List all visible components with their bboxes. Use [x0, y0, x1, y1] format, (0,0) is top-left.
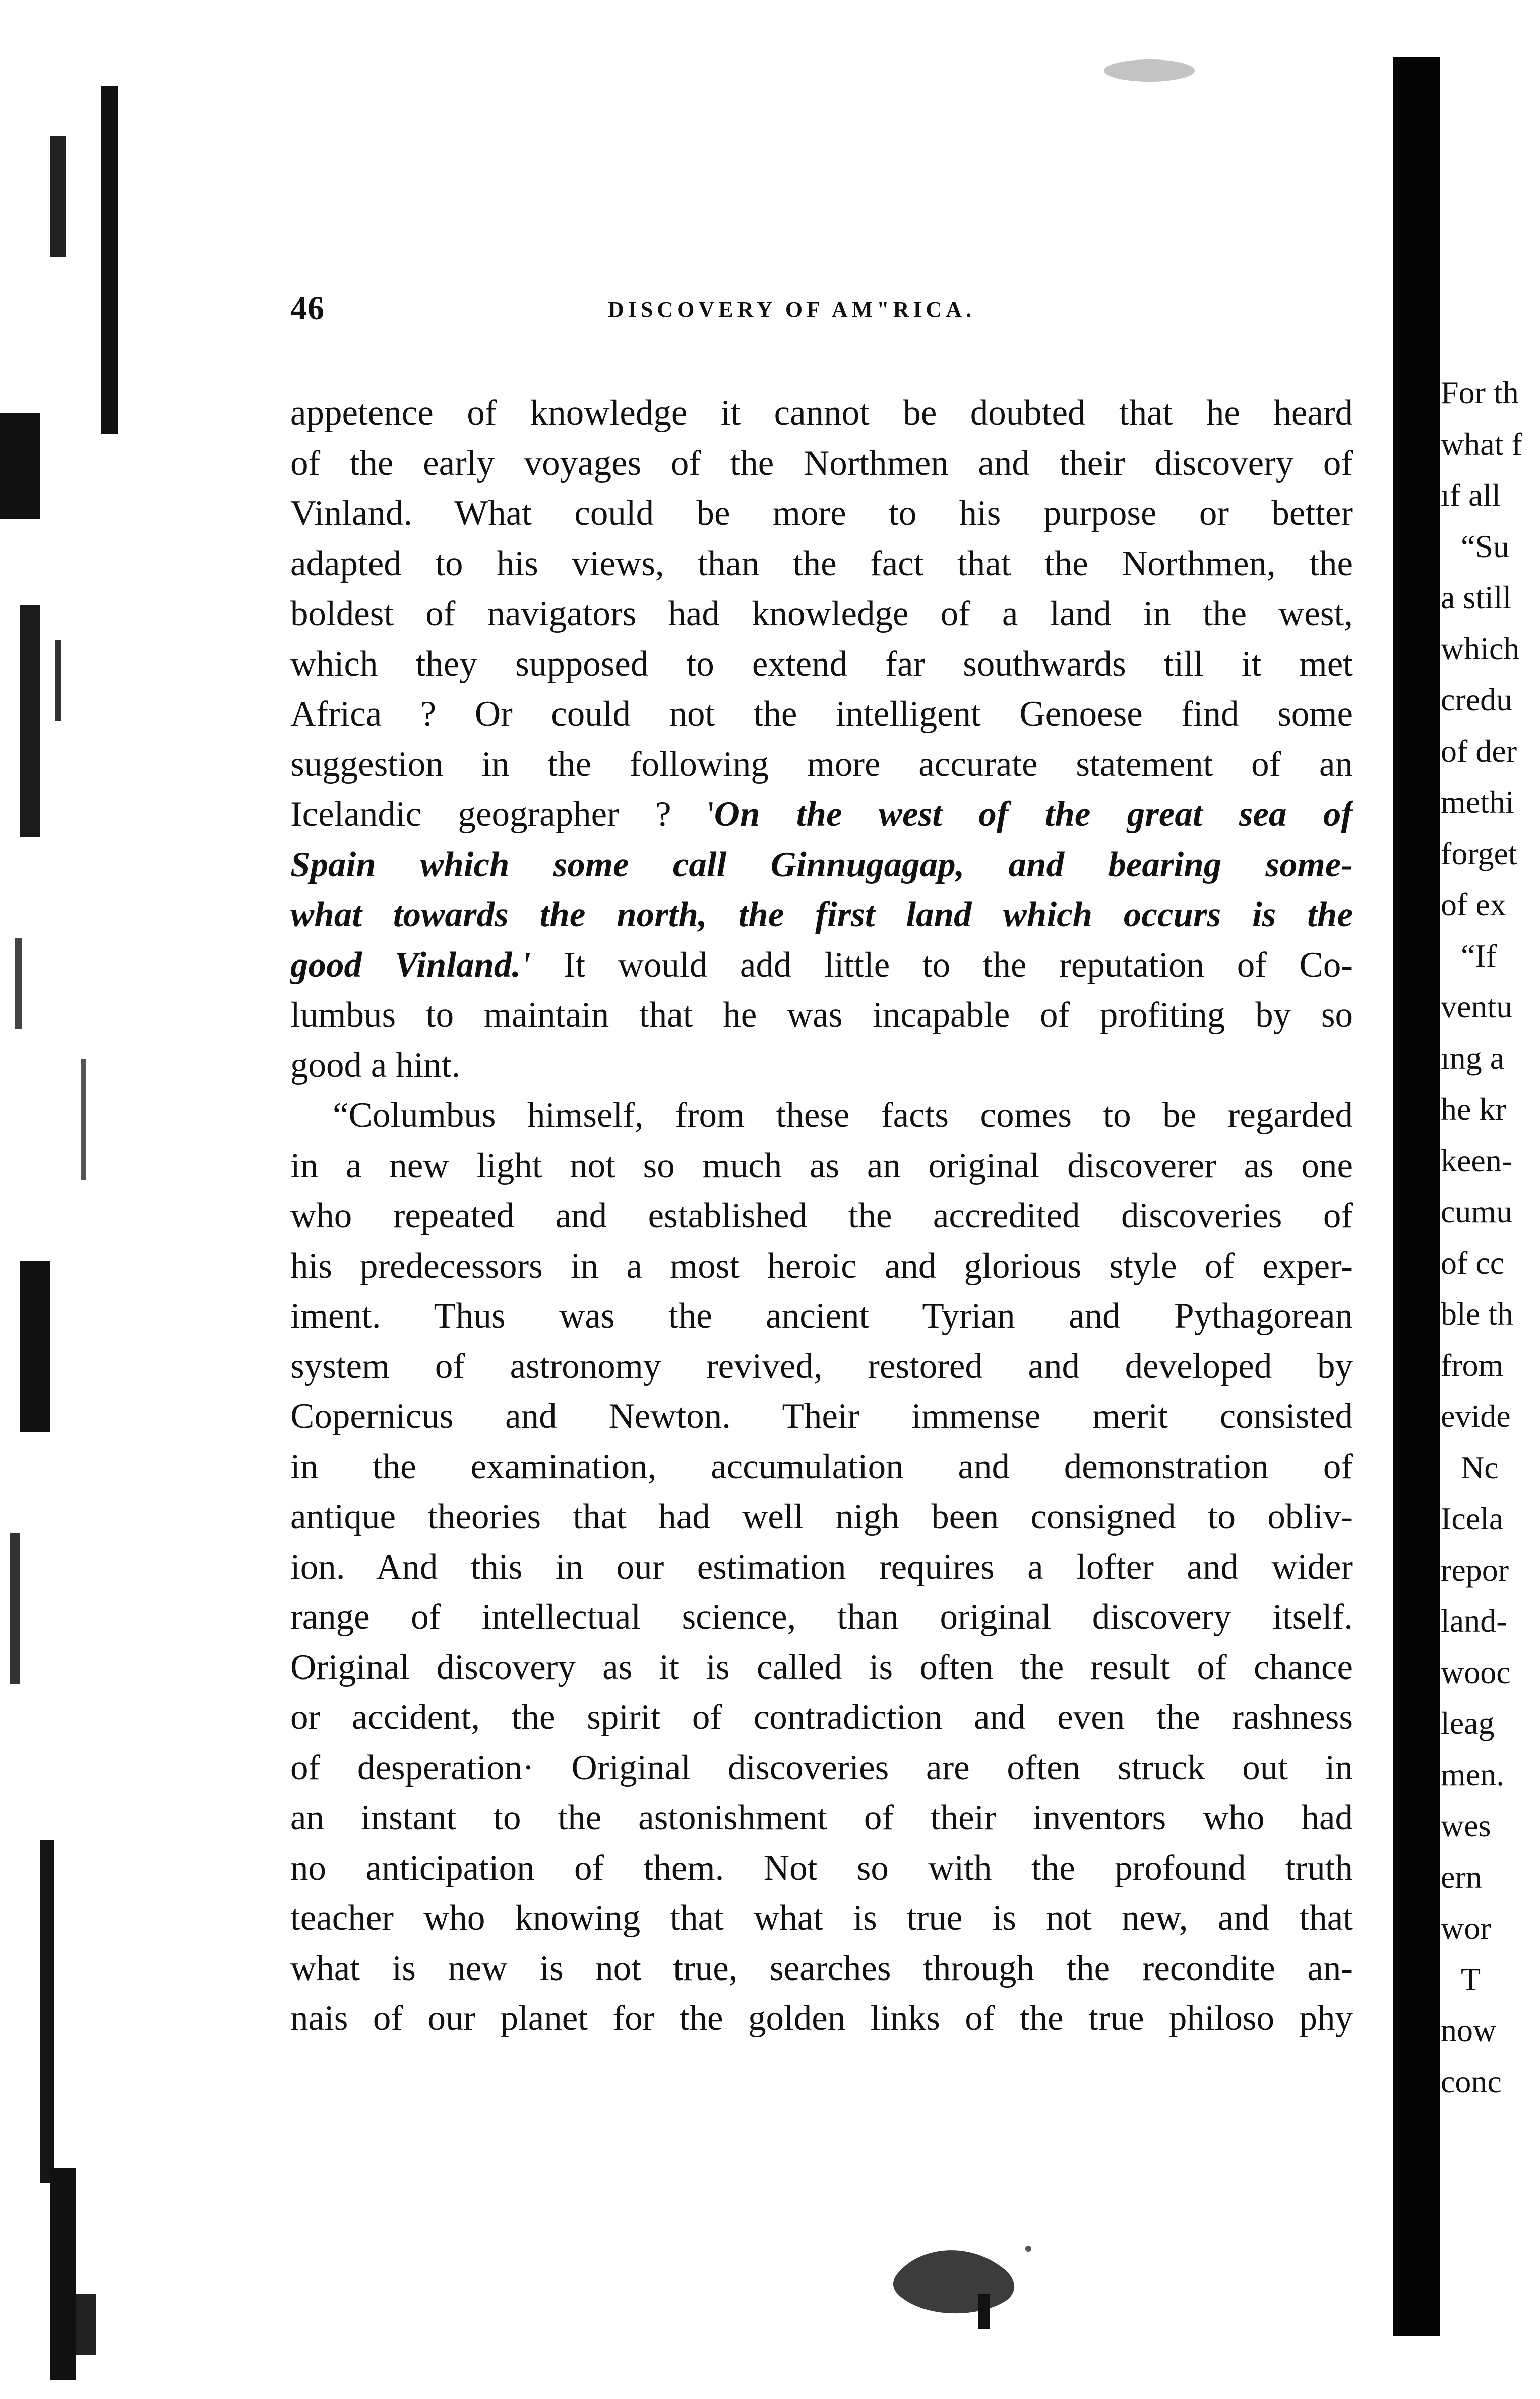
text-line-italic: [290, 840, 1353, 890]
text-line: iment. Thus was the ancient Tyrian and Pythagorean: [290, 1296, 1353, 1336]
facing-line: ble th: [1441, 1296, 1513, 1332]
facing-line: wor: [1441, 1910, 1491, 1946]
text-segment: It would add little to the reputation of Co-: [531, 945, 1353, 985]
facing-line: forget: [1441, 835, 1517, 871]
scan-edge-artifacts: [0, 0, 136, 2399]
text-line: range of intellectual science, than original discovery itself.: [290, 1597, 1353, 1637]
running-head: DISCOVERY OF AM"RICA.: [608, 297, 976, 322]
text-line: lumbus to maintain that he was incapable of profiting by so: [290, 995, 1353, 1035]
text-line: nais of our planet for the golden links of the true philoso phy: [290, 1999, 1353, 2038]
scan-smudge-top: [1074, 35, 1225, 101]
facing-page-fragment: [1441, 367, 1540, 2333]
binding-gutter: [1393, 57, 1440, 2336]
facing-line: what f: [1441, 426, 1522, 462]
text-line: Original discovery as it is called is often the result of chance: [290, 1647, 1353, 1687]
facing-line: which: [1441, 630, 1520, 667]
facing-line: For th: [1441, 375, 1519, 410]
facing-line: Icela: [1441, 1501, 1504, 1536]
scan-smudge-bottom: [857, 2203, 1069, 2355]
facing-line: ıng a: [1441, 1040, 1505, 1076]
facing-line: men.: [1441, 1756, 1505, 1792]
text-line: system of astronomy revived, restored and developed by: [290, 1346, 1353, 1386]
text-line: who repeated and established the accredited discoveries of: [290, 1196, 1353, 1235]
facing-line: ventu: [1441, 989, 1513, 1025]
facing-line: conc: [1441, 2063, 1502, 2100]
facing-line: of cc: [1441, 1244, 1505, 1281]
facing-line: of ex: [1441, 886, 1506, 922]
main-text-column: [290, 388, 1353, 2044]
text-line: of desperation· Original discoveries are often struck out in: [290, 1748, 1353, 1787]
text-line: what is new is not true, searches through the recondite an-: [290, 1948, 1353, 1988]
text-line: suggestion in the following more accurate statement of an: [290, 744, 1353, 784]
facing-line: a still: [1441, 579, 1512, 615]
text-line: Copernicus and Newton. Their immense merit consisted: [290, 1397, 1353, 1436]
facing-line: wes: [1441, 1808, 1491, 1843]
text-line: ion. And this in our estimation requires a lofter and wider: [290, 1547, 1353, 1587]
facing-line: of der: [1441, 733, 1517, 769]
italic-quote: good Vinland.': [290, 945, 531, 985]
italic-quote: Spain which some call Ginnugagap, and bearing some-: [290, 845, 1353, 884]
text-line: in a new light not so much as an original discoverer as one: [290, 1146, 1353, 1185]
facing-line: credu: [1441, 682, 1513, 717]
text-line-with-quote: [290, 790, 1353, 840]
text-line: appetence of knowledge it cannot be doubted that he heard: [290, 393, 1353, 433]
text-line-with-quote: [290, 940, 1353, 991]
facing-line: cumu: [1441, 1193, 1513, 1229]
facing-line: “Su: [1461, 528, 1509, 564]
facing-line: T: [1461, 1961, 1481, 1997]
text-line: teacher who knowing that what is true is not new, and that: [290, 1898, 1353, 1938]
text-line: “Columbus himself, from these facts comes to be regarded: [333, 1096, 1353, 1135]
page-header: [290, 289, 1349, 340]
facing-line: ıf all: [1441, 477, 1501, 513]
facing-line: land-: [1441, 1603, 1507, 1639]
facing-line: evide: [1441, 1398, 1511, 1434]
text-line: Vinland. What could be more to his purpose or better: [290, 494, 1353, 533]
text-line: in the examination, accumulation and demonstration of: [290, 1447, 1353, 1486]
text-line: Africa ? Or could not the intelligent Genoese find some: [290, 694, 1353, 734]
text-line: adapted to his views, than the fact that the Northmen, the: [290, 544, 1353, 583]
text-line: or accident, the spirit of contradiction and even the rashness: [290, 1698, 1353, 1737]
facing-line: “If: [1461, 937, 1497, 974]
facing-line: leag: [1441, 1705, 1495, 1741]
text-line: which they supposed to extend far southwards till it met: [290, 644, 1353, 684]
text-line: good a hint.: [290, 1045, 461, 1085]
text-line-italic: [290, 890, 1353, 940]
facing-line: methi: [1441, 784, 1514, 820]
facing-line: Nc: [1461, 1449, 1499, 1485]
page-number: 46: [290, 290, 325, 327]
text-line: no anticipation of them. Not so with the profound truth: [290, 1848, 1353, 1888]
facing-line: wooc: [1441, 1654, 1511, 1690]
text-line: of the early voyages of the Northmen and their discovery of: [290, 443, 1353, 483]
text-line: boldest of navigators had knowledge of a land in the west,: [290, 594, 1353, 633]
facing-line: keen-: [1441, 1142, 1513, 1178]
text-line: his predecessors in a most heroic and glorious style of exper-: [290, 1246, 1353, 1286]
facing-line: repor: [1441, 1551, 1509, 1588]
facing-line: from: [1441, 1347, 1504, 1383]
italic-quote: On the west of the great sea of: [714, 795, 1353, 834]
italic-quote: what towards the north, the first land which occurs is the: [290, 895, 1353, 934]
facing-line: he kr: [1441, 1091, 1506, 1127]
facing-line: ern: [1441, 1858, 1482, 1895]
text-line: an instant to the astonishment of their inventors who had: [290, 1798, 1353, 1837]
text-line: antique theories that had well nigh been consigned to obliv-: [290, 1497, 1353, 1536]
text-segment: Icelandic geographer ? ': [290, 795, 714, 834]
facing-line: now: [1441, 2012, 1497, 2048]
